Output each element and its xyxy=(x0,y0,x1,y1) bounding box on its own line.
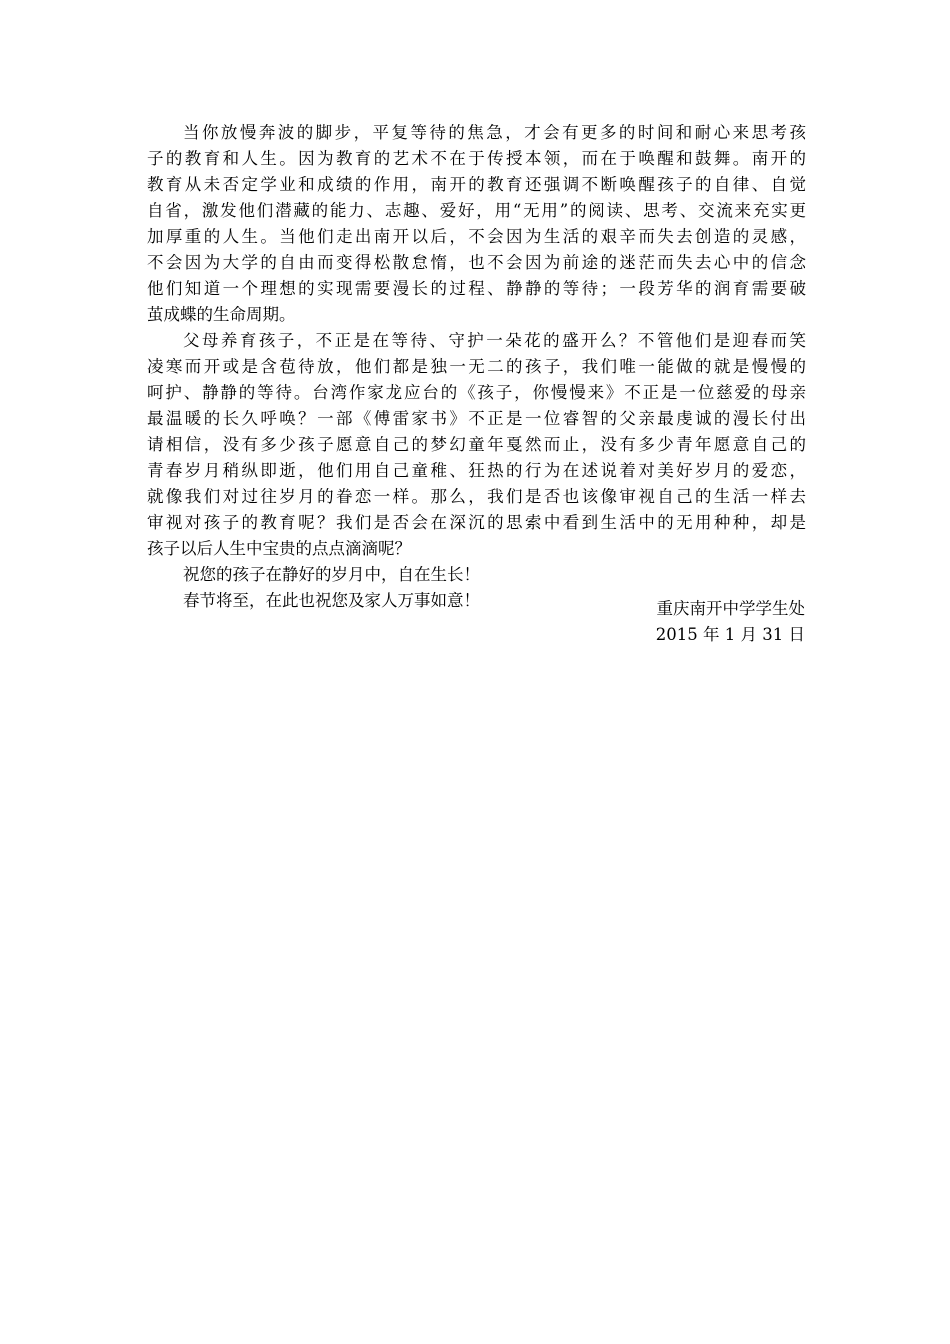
paragraph-line: 最温暖的长久呼唤？一部《傅雷家书》不正是一位睿智的父亲最虔诚的漫长付出 xyxy=(147,409,806,428)
paragraph-line: 不会因为大学的自由而变得松散怠惰，也不会因为前途的迷茫而失去心中的信念 xyxy=(147,253,806,272)
paragraph-line: 就像我们对过往岁月的眷恋一样。那么，我们是否也该像审视自己的生活一样去 xyxy=(147,487,806,506)
paragraph-line: 他们知道一个理想的实现需要漫长的过程、静静的等待；一段芳华的润育需要破 xyxy=(147,279,806,298)
paragraph-line: 呵护、静静的等待。台湾作家龙应台的《孩子，你慢慢来》不正是一位慈爱的母亲 xyxy=(147,383,806,402)
paragraph-1 xyxy=(147,120,806,328)
paragraph-line: 父母养育孩子，不正是在等待、守护一朵花的盛开么？不管他们是迎春而笑 xyxy=(183,331,806,350)
paragraph-line: 自省，激发他们潜藏的能力、志趣、爱好，用“无用”的阅读、思考、交流来充实更 xyxy=(147,201,806,220)
paragraph-line: 凌寒而开或是含苞待放，他们都是独一无二的孩子，我们唯一能做的就是慢慢的 xyxy=(147,357,806,376)
signature-date: 2015 年 1 月 31 日 xyxy=(655,625,805,644)
letter-body xyxy=(147,120,806,614)
wish-children: 祝您的孩子在静好的岁月中，自在生长！ xyxy=(183,565,480,584)
paragraph-2 xyxy=(147,328,806,562)
signature-organization: 重庆南开中学学生处 xyxy=(656,599,805,618)
paragraph-line: 教育从未否定学业和成绩的作用，南开的教育还强调不断唤醒孩子的自律、自觉 xyxy=(147,175,806,194)
paragraph-line: 茧成蝶的生命周期。 xyxy=(147,305,296,324)
wish-family: 春节将至，在此也祝您及家人万事如意！ xyxy=(183,591,480,610)
paragraph-line: 加厚重的人生。当他们走出南开以后，不会因为生活的艰辛而失去创造的灵感， xyxy=(147,227,806,246)
paragraph-line: 当你放慢奔波的脚步，平复等待的焦急，才会有更多的时间和耐心来思考孩 xyxy=(183,123,806,142)
paragraph-line: 孩子以后人生中宝贵的点点滴滴呢？ xyxy=(147,539,411,558)
paragraph-line: 青春岁月稍纵即逝，他们用自己童稚、狂热的行为在述说着对美好岁月的爱恋， xyxy=(147,461,806,480)
signature-block xyxy=(656,596,805,648)
paragraph-line: 子的教育和人生。因为教育的艺术不在于传授本领，而在于唤醒和鼓舞。南开的 xyxy=(147,149,806,168)
paragraph-line: 审视对孩子的教育呢？我们是否会在深沉的思索中看到生活中的无用种种，却是 xyxy=(147,513,806,532)
paragraph-line: 请相信，没有多少孩子愿意自己的梦幻童年戛然而止，没有多少青年愿意自己的 xyxy=(147,435,806,454)
